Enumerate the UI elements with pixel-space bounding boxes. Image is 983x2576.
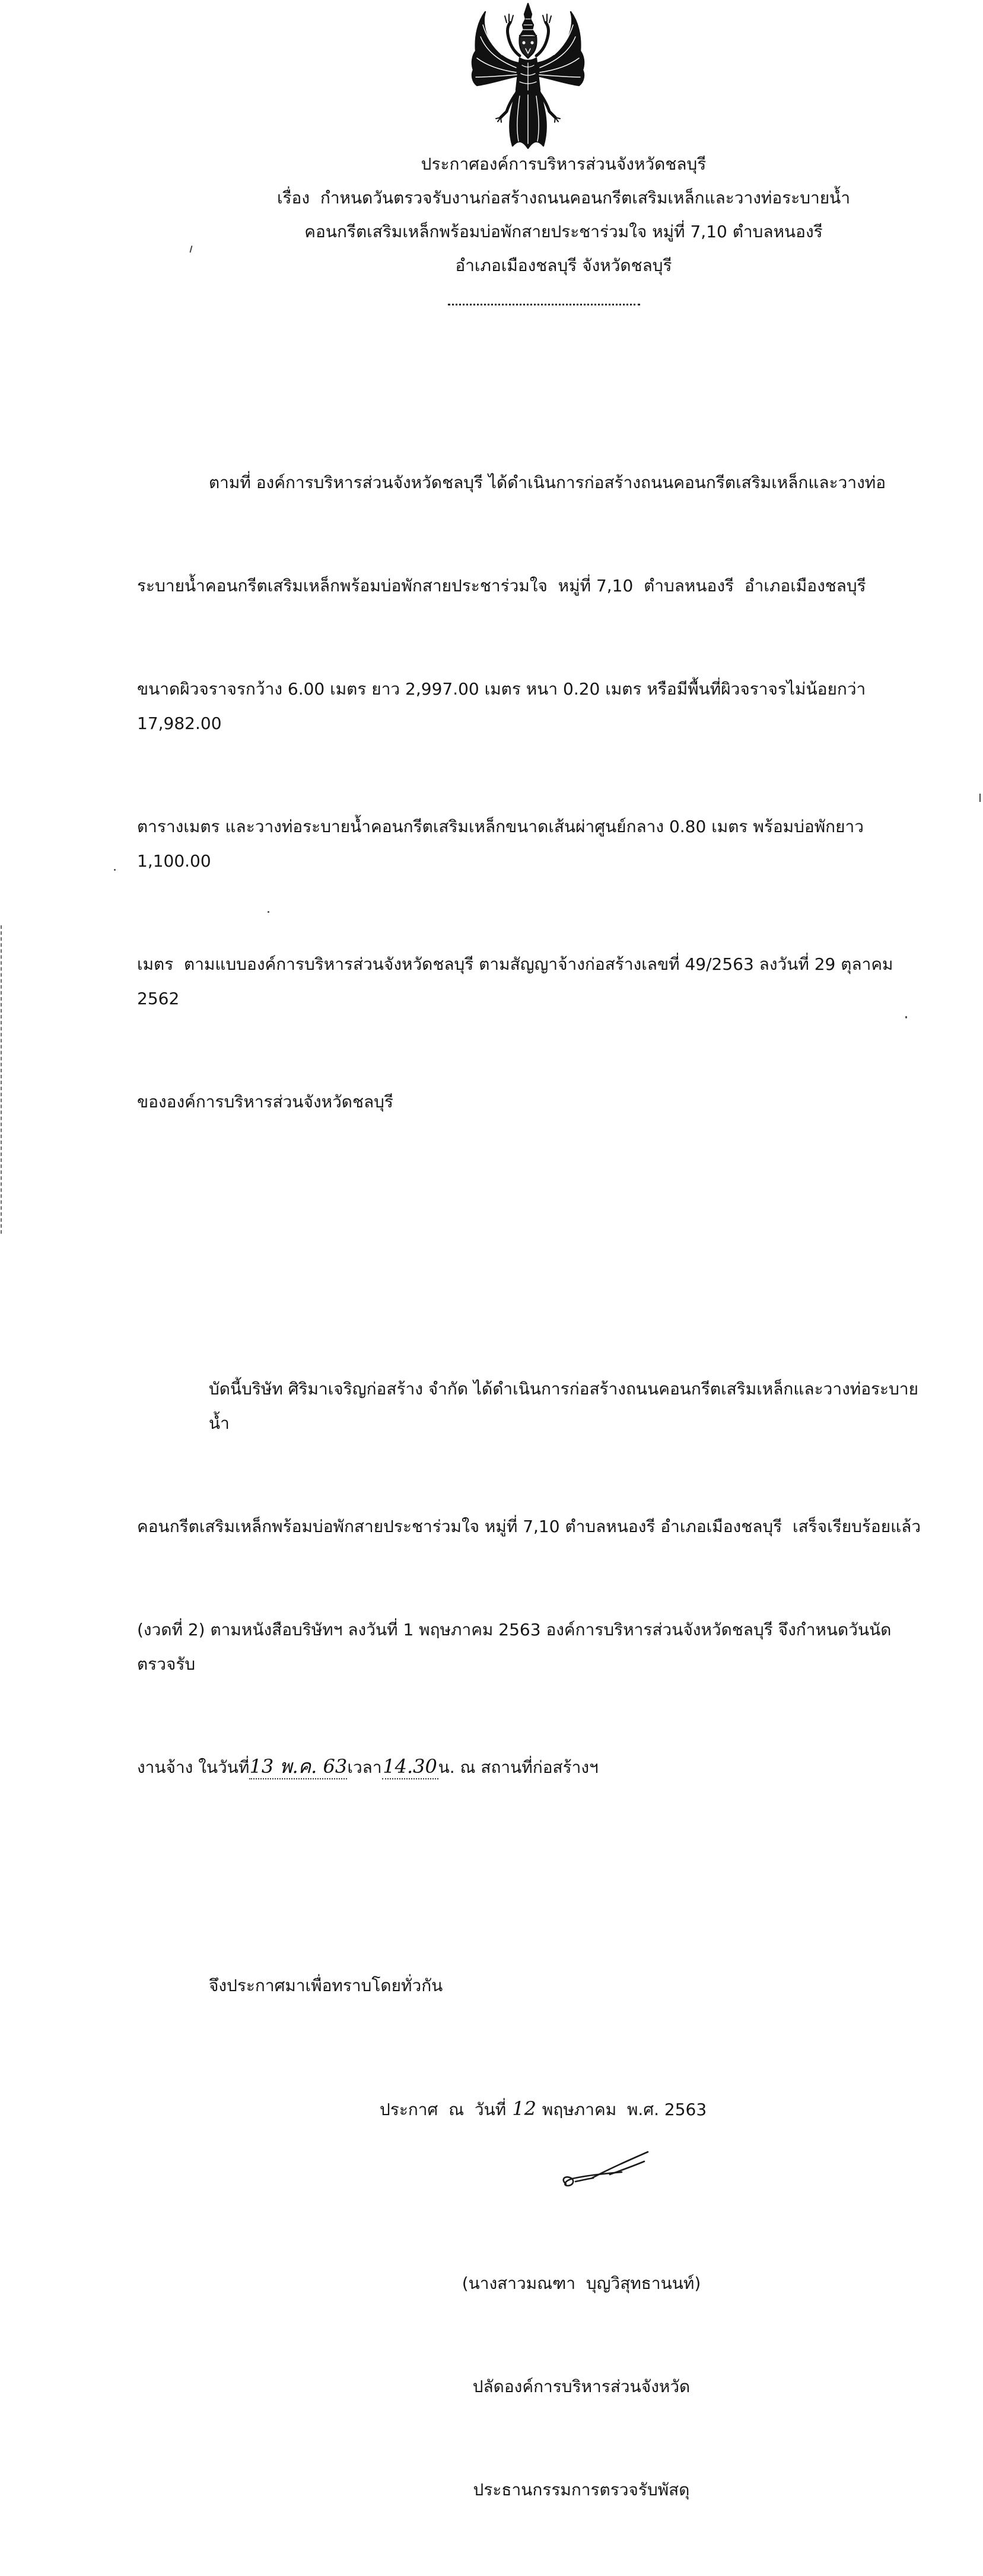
paragraph-2-last-line: [137, 1750, 926, 1785]
announcement-day-handwritten: 12: [512, 2097, 536, 2120]
paragraph-1-line: ขนาดผิวจราจรกว้าง 6.00 เมตร ยาว 2,997.00 เมตร หนา 0.20 เมตร หรือมีพื้นที่ผิวจราจรไม่น้อยกว่า 17,982.00: [137, 679, 871, 733]
paragraph-2-line: (งวดที่ 2) ตามหนังสือบริษัทฯ ลงวันที่ 1 พฤษภาคม 2563 องค์การบริหารส่วนจังหวัดชลบุรี จึงกำหนดวันนัดตรวจรับ: [137, 1620, 892, 1674]
subject-line-2: คอนกรีตเสริมเหล็กพร้อมบ่อพักสายประชาร่วมใจ หมู่ที่ 7,10 ตำบลหนองรี: [304, 222, 823, 241]
inspection-location-text: น. ณ สถานที่ก่อสร้างฯ: [438, 1757, 599, 1777]
paragraph-1-line: ตารางเมตร และวางท่อระบายน้ำคอนกรีตเสริมเหล็กขนาดเส้นผ่าศูนย์กลาง 0.80 เมตร พร้อมบ่อพักยาว 1,100.00: [137, 817, 869, 871]
paragraph-1-line: ระบายน้ำคอนกรีตเสริมเหล็กพร้อมบ่อพักสายประชาร่วมใจ หมู่ที่ 7,10 ตำบลหนองรี อำเภอเมืองชลบุรี: [137, 576, 866, 596]
signatory-block: [415, 2198, 747, 2576]
document-body: [137, 328, 926, 2072]
document-content: [0, 147, 983, 2576]
inspection-time-handwritten: 14.30: [382, 1755, 438, 1779]
paragraph-1-line: เมตร ตามแบบองค์การบริหารส่วนจังหวัดชลบุรี ตามสัญญาจ้างก่อสร้างเลขที่ 49/2563 ลงวันที่ 29 ตุลาคม 2562: [137, 954, 899, 1008]
handwritten-signature: [558, 2148, 653, 2192]
subject-text-1: กำหนดวันตรวจรับงานก่อสร้างถนนคอนกรีตเสริมเหล็กและวางท่อระบายน้ำ: [320, 188, 851, 208]
paragraph-2: [137, 1303, 926, 1854]
paragraph-2-line: บัดนี้บริษัท ศิริมาเจริญก่อสร้าง จำกัด ได้ดำเนินการก่อสร้างถนนคอนกรีตเสริมเหล็กและวางท่อระบายน้ำ: [209, 1379, 918, 1433]
subject-line-1: [178, 181, 949, 215]
paragraph-1-line: ขององค์การบริหารส่วนจังหวัดชลบุรี: [137, 1092, 393, 1112]
subject-line-3: อำเภอเมืองชลบุรี จังหวัดชลบุรี: [455, 256, 672, 275]
announcement-month-year: พฤษภาคม พ.ศ. 2563: [542, 2100, 707, 2119]
inspection-date-handwritten: 13 พ.ค. 63: [249, 1755, 347, 1779]
garuda-emblem: [469, 1, 587, 149]
announcement-date: [380, 2091, 914, 2127]
signatory-position-1: ปลัดองค์การบริหารส่วนจังหวัด: [472, 2377, 691, 2396]
dotted-separator: [448, 304, 640, 305]
inspection-date-label: งานจ้าง ในวันที่: [137, 1757, 250, 1777]
closing-statement: จึงประกาศมาเพื่อทราบโดยทั่วกัน: [209, 1976, 443, 1995]
signatory-name: (นางสาวมณฑา บุญวิสุทธานนท์): [462, 2273, 701, 2293]
subject-label: เรื่อง: [276, 188, 310, 208]
inspection-time-label: เวลา: [347, 1757, 382, 1777]
paragraph-1: [137, 397, 926, 1188]
announcement-date-prefix: ประกาศ ณ วันที่: [380, 2100, 507, 2119]
signatory-position-2: ประธานกรรมการตรวจรับพัสดุ: [473, 2480, 690, 2499]
paragraph-1-line: ตามที่ องค์การบริหารส่วนจังหวัดชลบุรี ได้ดำเนินการก่อสร้างถนนคอนกรีตเสริมเหล็กและวางท่อ: [209, 473, 886, 492]
paragraph-2-line: คอนกรีตเสริมเหล็กพร้อมบ่อพักสายประชาร่วมใจ หมู่ที่ 7,10 ตำบลหนองรี อำเภอเมืองชลบุรี เสร็จเรียบร้อยแล้ว: [137, 1517, 921, 1536]
announcement-title: ประกาศองค์การบริหารส่วนจังหวัดชลบุรี: [421, 154, 707, 174]
